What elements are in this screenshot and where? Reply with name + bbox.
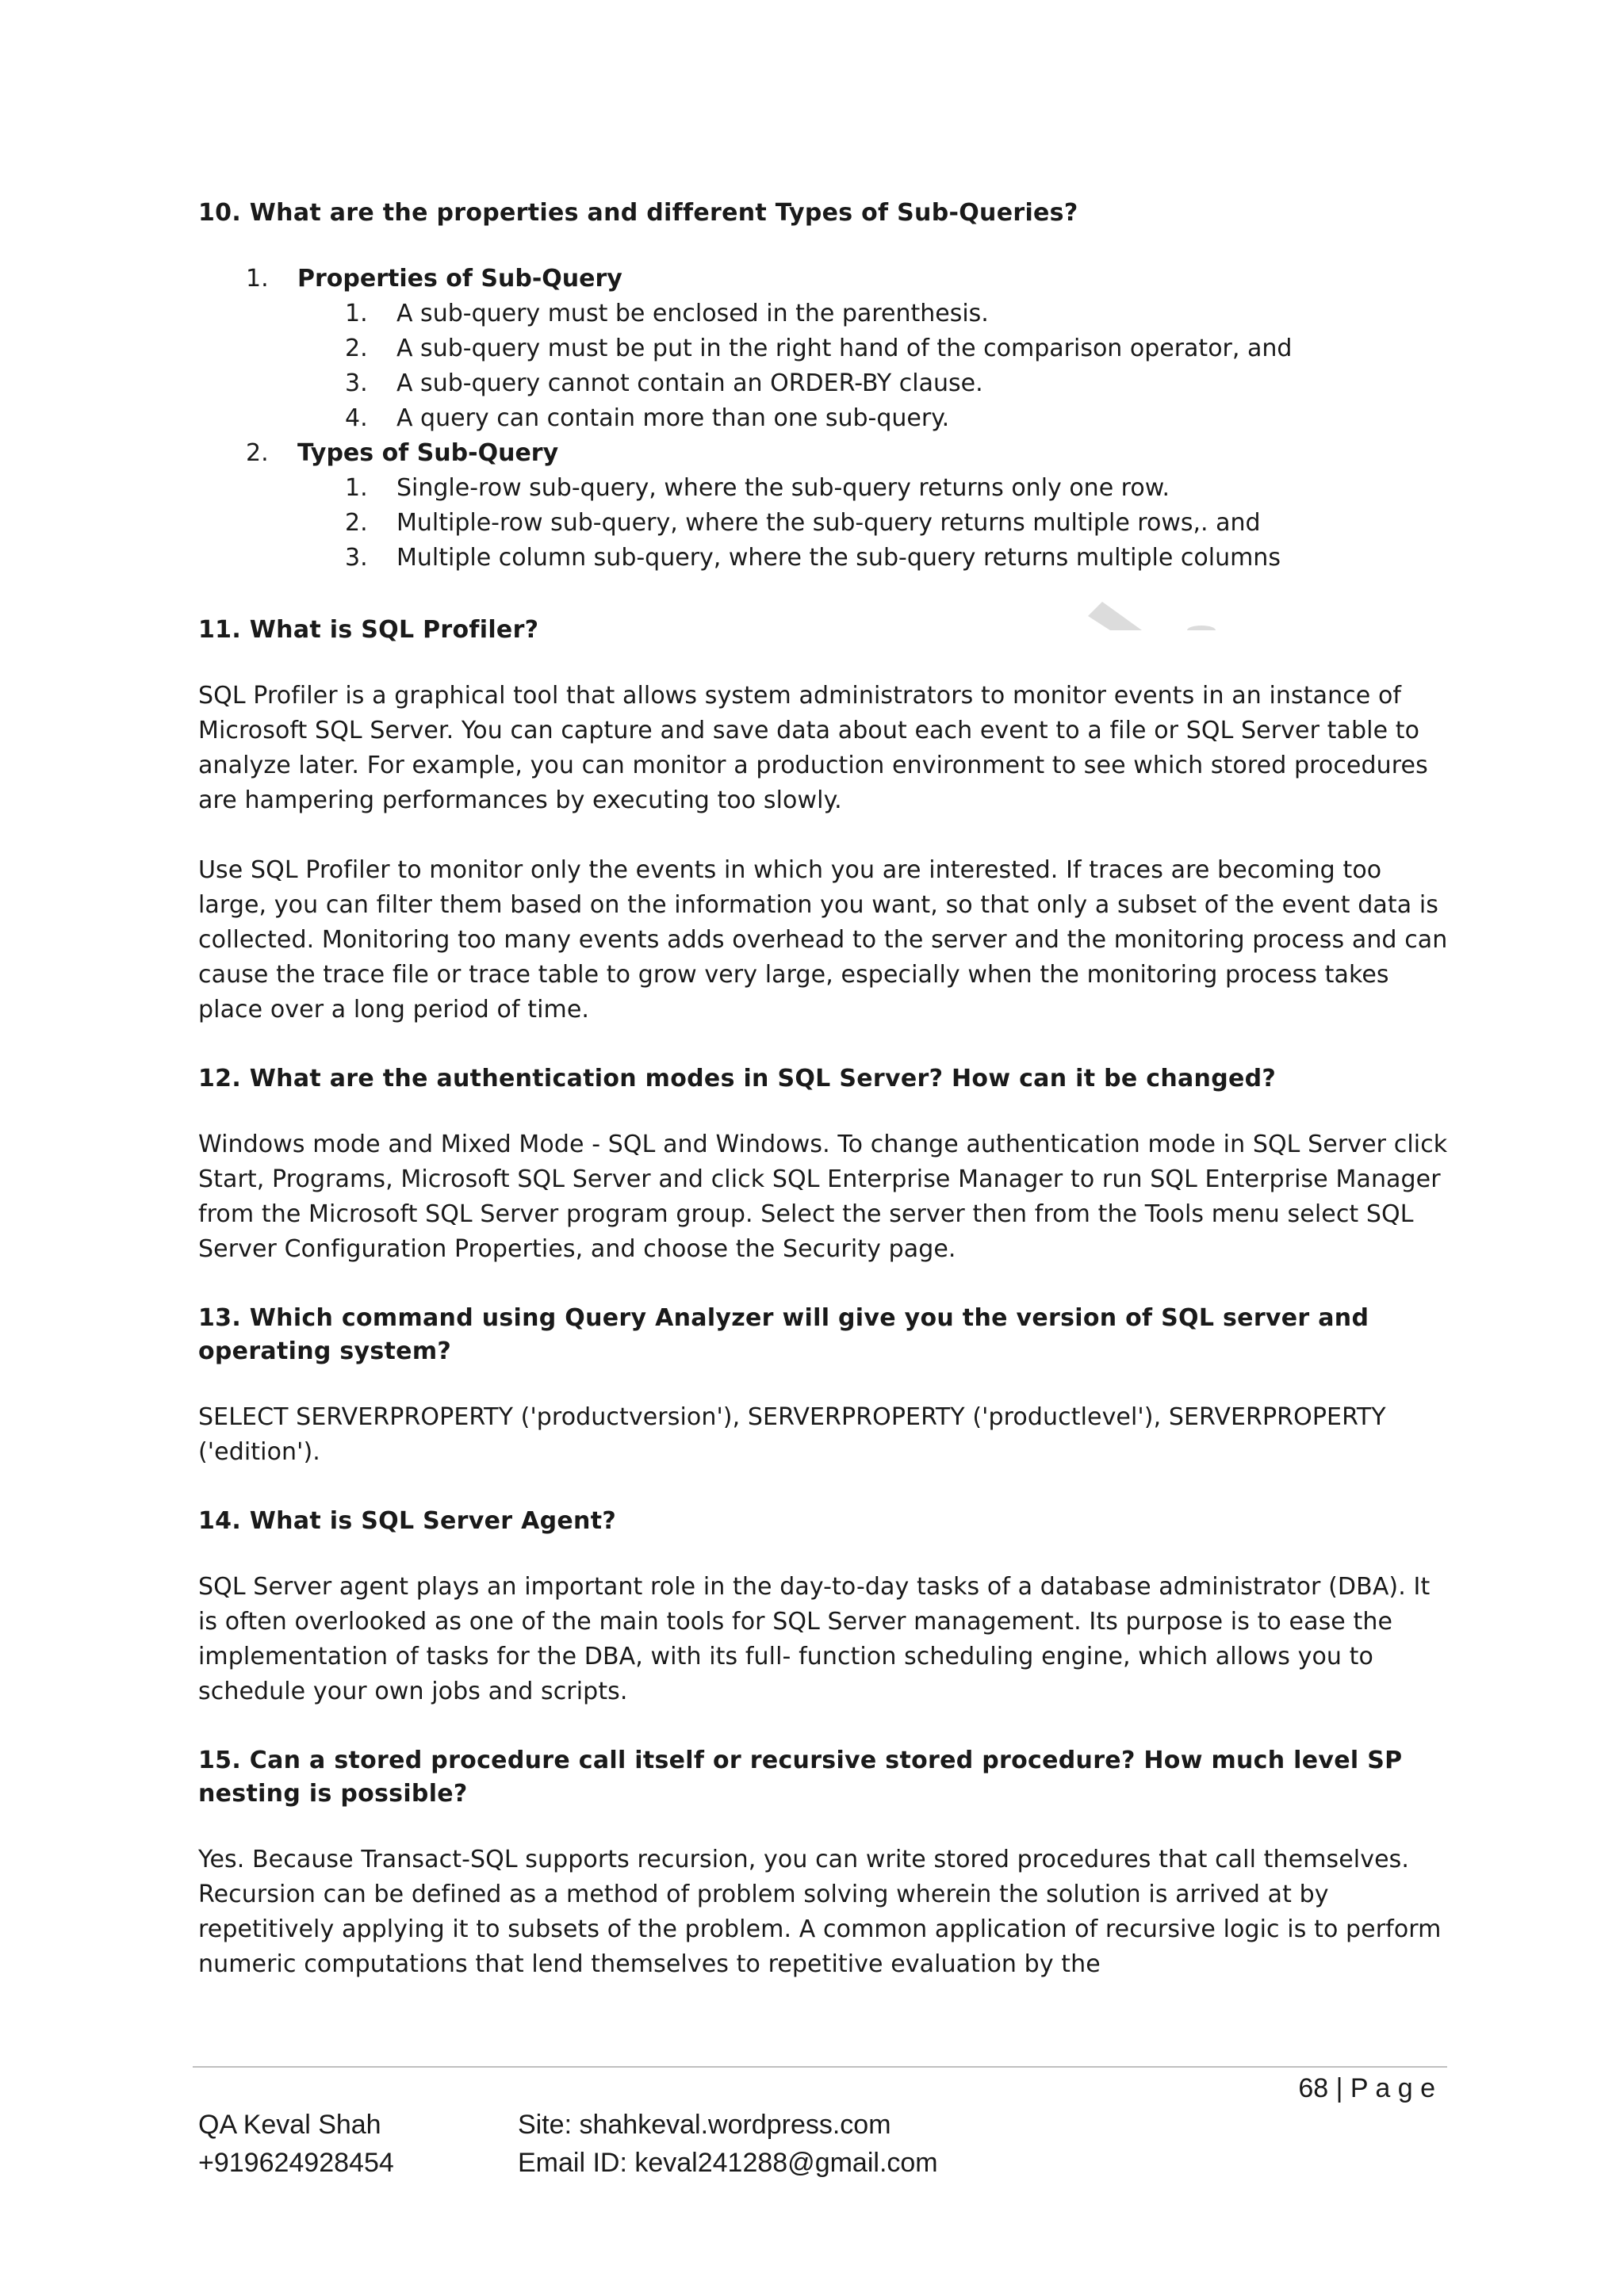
list-number: 1. <box>345 474 368 502</box>
list-text: Multiple-row sub-query, where the sub-query returns multiple rows,. and <box>396 509 1261 537</box>
subquery-list <box>198 262 1451 576</box>
answer-paragraph: SQL Profiler is a graphical tool that allows system administrators to monitor events in an instance of Microsoft SQL Server. You can capture and save data about each event to a file or SQL Server table to analyze later. For example, you can monitor a production environment to see which stored procedures are hampering performances by executing too slowly. <box>198 682 1428 814</box>
list-number: 2. <box>246 439 269 467</box>
list-text: A sub-query cannot contain an ORDER-BY clause. <box>396 369 983 397</box>
list-text: A sub-query must be enclosed in the parenthesis. <box>396 300 989 327</box>
footer-divider <box>193 2066 1447 2068</box>
list-text: Multiple column sub-query, where the sub-query returns multiple columns <box>396 544 1281 572</box>
list-number: 1. <box>246 265 269 293</box>
list-item <box>297 506 1451 541</box>
list-item <box>297 401 1451 436</box>
properties-sublist <box>297 297 1451 436</box>
question-12-title: 12. What are the authentication modes in SQL Server? How can it be changed? <box>198 1065 1277 1093</box>
footer-contact-right <box>518 2106 938 2182</box>
list-text: A sub-query must be put in the right hand of the comparison operator, and <box>396 335 1293 362</box>
answer-paragraph: SQL Server agent plays an important role in the day-to-day tasks of a database administrator (DBA). It is often overlooked as one of the main tools for SQL Server management. Its purpose is to ease the implementation of tasks for the DBA, with its full- function scheduling engine, which allows you to schedule your own jobs and scripts. <box>198 1573 1431 1705</box>
list-number: 3. <box>345 369 368 397</box>
page-number: 68 | P a g e <box>1298 2073 1435 2103</box>
list-item-types <box>198 436 1451 576</box>
footer-site: Site: shahkeval.wordpress.com <box>518 2110 891 2140</box>
list-heading: Types of Sub-Query <box>297 439 559 467</box>
question-11-title: 11. What is SQL Profiler? <box>198 616 539 644</box>
question-10-title: 10. What are the properties and different Types of Sub-Queries? <box>198 199 1078 227</box>
footer-email: Email ID: keval241288@gmail.com <box>518 2148 938 2178</box>
page-content <box>198 197 1451 1982</box>
question-14-title: 14. What is SQL Server Agent? <box>198 1507 617 1535</box>
list-number: 3. <box>345 544 368 572</box>
list-item <box>297 331 1451 366</box>
list-text: Single-row sub-query, where the sub-query returns only one row. <box>396 474 1170 502</box>
list-number: 2. <box>345 335 368 362</box>
list-heading: Properties of Sub-Query <box>297 265 622 293</box>
answer-paragraph: Use SQL Profiler to monitor only the events in which you are interested. If traces are becoming too large, you can filter them based on the information you want, so that only a subset of the event data is collected. Monitoring too many events adds overhead to the server and the monitoring process and can cause the trace file or trace table to grow very large, especially when the monitoring process takes place over a long period of time. <box>198 856 1448 1024</box>
list-number: 4. <box>345 404 368 432</box>
list-text: A query can contain more than one sub-query. <box>396 404 950 432</box>
list-item-properties <box>198 262 1451 436</box>
list-item <box>297 471 1451 506</box>
answer-paragraph: Yes. Because Transact-SQL supports recursion, you can write stored procedures that call themselves. Recursion can be defined as a method of problem solving wherein the solution is arrived at by repetitively applying it to subsets of the problem. A common application of recursive logic is to perform numeric computations that lend themselves to repetitive evaluation by the <box>198 1846 1442 1978</box>
question-15-title: 15. Can a stored procedure call itself or recursive stored procedure? How much level SP nesting is possible? <box>198 1747 1403 1808</box>
list-number: 2. <box>345 509 368 537</box>
question-13-title: 13. Which command using Query Analyzer will give you the version of SQL server and operating system? <box>198 1304 1369 1365</box>
answer-paragraph: SELECT SERVERPROPERTY ('productversion'), SERVERPROPERTY ('productlevel'), SERVERPROPERTY ('edition'). <box>198 1403 1386 1466</box>
list-item <box>297 297 1451 331</box>
list-number: 1. <box>345 300 368 327</box>
footer-author: QA Keval Shah <box>198 2110 381 2140</box>
list-item <box>297 541 1451 576</box>
list-item <box>297 366 1451 401</box>
footer-contact-left <box>198 2106 394 2182</box>
answer-paragraph: Windows mode and Mixed Mode - SQL and Windows. To change authentication mode in SQL Server click Start, Programs, Microsoft SQL Server and click SQL Enterprise Manager to run SQL Enterprise Manager from the Microsoft SQL Server program group. Select the server then from the Tools menu select SQL Server Configuration Properties, and choose the Security page. <box>198 1131 1448 1263</box>
types-sublist <box>297 471 1451 576</box>
footer-phone: +919624928454 <box>198 2148 394 2178</box>
